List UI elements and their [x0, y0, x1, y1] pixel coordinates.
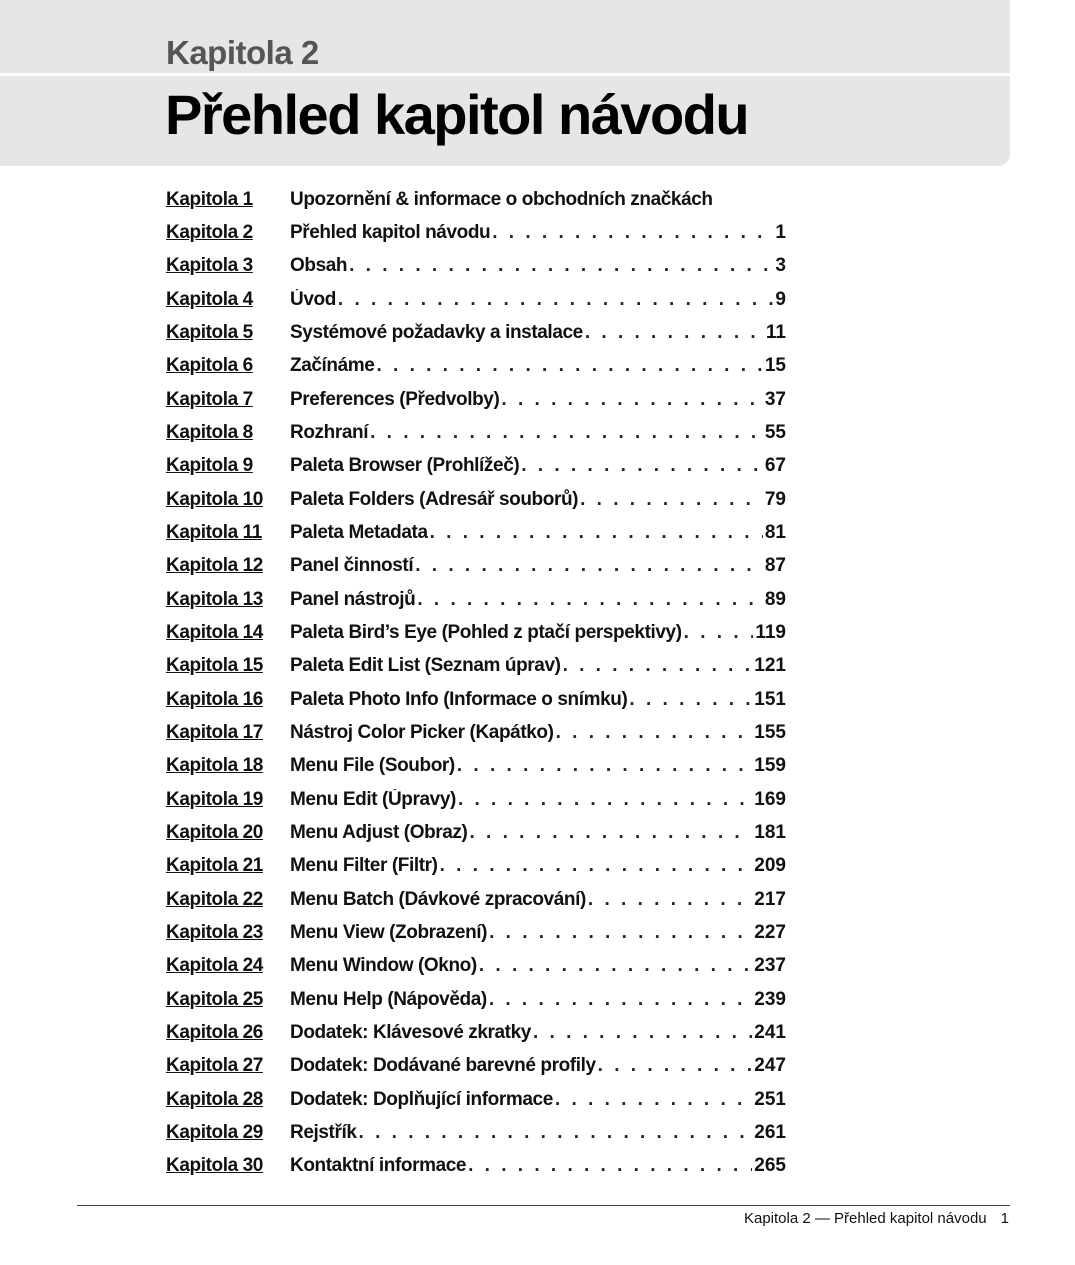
toc-chapter-link[interactable]: Kapitola 10 — [166, 488, 263, 510]
toc-chapter-link[interactable]: Kapitola 30 — [166, 1155, 263, 1177]
toc-entry — [290, 955, 786, 977]
toc-leader-dots — [501, 389, 762, 411]
toc-chapter-link[interactable]: Kapitola 1 — [166, 188, 253, 210]
toc-page-number: 237 — [754, 955, 786, 977]
toc-entry-title: Rejstřík — [290, 1121, 357, 1143]
toc-leader-dots — [580, 489, 763, 511]
toc-page-number: 55 — [764, 421, 786, 443]
toc-row — [166, 383, 786, 416]
toc-chapter-link[interactable]: Kapitola 14 — [166, 621, 263, 643]
toc-entry — [290, 755, 786, 777]
toc-leader-dots — [338, 289, 774, 311]
toc-entry-title: Paleta Folders (Adresář souborů) — [290, 488, 579, 510]
toc-chapter-link[interactable]: Kapitola 18 — [166, 755, 263, 777]
toc-entry — [290, 622, 786, 644]
toc-entry — [290, 589, 786, 611]
toc-chapter-link[interactable]: Kapitola 29 — [166, 1121, 263, 1143]
toc-entry — [290, 922, 786, 944]
toc-entry-title: Začínáme — [290, 355, 375, 377]
footer-rule — [77, 1205, 1010, 1206]
toc-entry — [290, 1022, 786, 1044]
toc-entry-title: Paleta Metadata — [290, 521, 428, 543]
toc-leader-dots — [417, 589, 763, 611]
toc-leader-dots — [489, 989, 752, 1011]
toc-leader-dots — [492, 222, 773, 244]
toc-row — [166, 816, 786, 849]
toc-chapter-link[interactable]: Kapitola 8 — [166, 421, 253, 443]
toc-entry — [290, 355, 786, 377]
toc-entry-title: Menu Filter (Filtr) — [290, 855, 438, 877]
toc-entry-title: Dodatek: Klávesové zkratky — [290, 1021, 531, 1043]
toc-entry — [290, 689, 786, 711]
toc-row — [166, 416, 786, 449]
toc-entry-title: Menu Adjust (Obraz) — [290, 821, 468, 843]
toc-entry — [290, 522, 786, 544]
header-divider — [0, 73, 1010, 76]
toc-row — [166, 283, 786, 316]
toc-entry-title: Úvod — [290, 288, 336, 310]
toc-leader-dots — [430, 522, 763, 544]
toc-entry-title: Paleta Browser (Prohlížeč) — [290, 455, 520, 477]
toc-row — [166, 716, 786, 749]
toc-row — [166, 1150, 786, 1183]
chapter-label: Kapitola 2 — [166, 34, 319, 71]
toc-leader-dots — [533, 1022, 752, 1044]
toc-entry — [290, 855, 786, 877]
toc-chapter-link[interactable]: Kapitola 2 — [166, 221, 253, 243]
toc-page-number: 121 — [754, 655, 786, 677]
toc-entry-title: Menu Batch (Dávkové zpracování) — [290, 888, 586, 910]
toc-entry — [290, 455, 786, 477]
toc-row — [166, 550, 786, 583]
toc-leader-dots — [489, 922, 752, 944]
toc-row — [166, 316, 786, 349]
toc-entry — [290, 322, 786, 344]
toc-leader-dots — [468, 1155, 752, 1177]
toc-leader-dots — [598, 1055, 753, 1077]
toc-page-number: 209 — [754, 855, 786, 877]
toc-page-number: 241 — [754, 1021, 786, 1043]
toc-page-number: 87 — [764, 555, 786, 577]
toc-entry-title: Systémové požadavky a instalace — [290, 321, 583, 343]
toc-row — [166, 983, 786, 1016]
toc-page-number: 239 — [754, 988, 786, 1010]
toc-leader-dots — [457, 755, 752, 777]
toc-entry-title: Preferences (Předvolby) — [290, 388, 500, 410]
toc-entry-title: Menu File (Soubor) — [290, 755, 455, 777]
toc-chapter-link[interactable]: Kapitola 23 — [166, 921, 263, 943]
toc-leader-dots — [440, 855, 753, 877]
toc-page-number: 217 — [754, 888, 786, 910]
toc-chapter-link[interactable]: Kapitola 5 — [166, 321, 253, 343]
toc-leader-dots — [479, 955, 752, 977]
toc-entry-title: Nástroj Color Picker (Kapátko) — [290, 721, 554, 743]
toc-page-number: 227 — [754, 921, 786, 943]
footer-running-title: Kapitola 2 — Přehled kapitol návodu — [743, 1210, 987, 1227]
footer-page-number: 1 — [1000, 1210, 1009, 1227]
table-of-contents — [166, 183, 786, 1183]
toc-page-number: 247 — [754, 1055, 786, 1077]
toc-entry-title: Kontaktní informace — [290, 1155, 467, 1177]
toc-row — [166, 783, 786, 816]
toc-leader-dots — [563, 655, 753, 677]
toc-page-number: 169 — [754, 788, 786, 810]
toc-entry-title: Dodatek: Doplňující informace — [290, 1088, 553, 1110]
toc-row — [166, 250, 786, 283]
toc-page-number: 37 — [764, 388, 786, 410]
toc-page-number: 67 — [764, 455, 786, 477]
toc-entry-title: Paleta Photo Info (Informace o snímku) — [290, 688, 628, 710]
toc-chapter-link[interactable]: Kapitola 6 — [166, 355, 253, 377]
toc-chapter-link[interactable]: Kapitola 28 — [166, 1088, 263, 1110]
toc-chapter-link[interactable]: Kapitola 7 — [166, 388, 253, 410]
toc-leader-dots — [415, 555, 763, 577]
toc-leader-dots — [458, 789, 752, 811]
toc-entry — [290, 189, 786, 211]
toc-row — [166, 1016, 786, 1049]
toc-entry-title: Paleta Edit List (Seznam úprav) — [290, 655, 561, 677]
toc-entry — [290, 1155, 786, 1177]
toc-chapter-link[interactable]: Kapitola 4 — [166, 288, 253, 310]
toc-row — [166, 616, 786, 649]
toc-chapter-link[interactable]: Kapitola 20 — [166, 821, 263, 843]
toc-chapter-link[interactable]: Kapitola 15 — [166, 655, 263, 677]
toc-leader-dots — [359, 1122, 753, 1144]
toc-leader-dots — [370, 422, 763, 444]
footer — [744, 1210, 1009, 1227]
toc-leader-dots — [349, 255, 773, 277]
toc-entry — [290, 789, 786, 811]
toc-leader-dots — [521, 455, 763, 477]
toc-entry-title: Přehled kapitol návodu — [290, 221, 491, 243]
toc-entry-title: Menu Window (Okno) — [290, 955, 477, 977]
toc-page-number: 181 — [754, 821, 786, 843]
toc-entry-title: Panel činností — [290, 555, 414, 577]
toc-row — [166, 350, 786, 383]
toc-page-number: 81 — [764, 521, 786, 543]
toc-entry-title: Panel nástrojů — [290, 588, 416, 610]
toc-entry-title: Paleta Bird’s Eye (Pohled z ptačí perspektivy) — [290, 621, 682, 643]
toc-leader-dots — [588, 889, 752, 911]
toc-row — [166, 1050, 786, 1083]
toc-chapter-link[interactable]: Kapitola 11 — [166, 521, 262, 543]
toc-entry — [290, 1055, 786, 1077]
toc-row — [166, 1116, 786, 1149]
page-title: Přehled kapitol návodu — [165, 83, 749, 146]
toc-chapter-link[interactable]: Kapitola 3 — [166, 255, 253, 277]
toc-page-number: 251 — [754, 1088, 786, 1110]
toc-chapter-link[interactable]: Kapitola 9 — [166, 455, 253, 477]
toc-chapter-link[interactable]: Kapitola 25 — [166, 988, 263, 1010]
toc-entry — [290, 889, 786, 911]
toc-entry — [290, 389, 786, 411]
toc-row — [166, 883, 786, 916]
toc-leader-dots — [684, 622, 754, 644]
toc-row — [166, 950, 786, 983]
toc-entry — [290, 1122, 786, 1144]
toc-row — [166, 450, 786, 483]
toc-entry — [290, 289, 786, 311]
toc-chapter-link[interactable]: Kapitola 24 — [166, 955, 263, 977]
toc-row — [166, 683, 786, 716]
toc-page-number: 89 — [764, 588, 786, 610]
toc-row — [166, 850, 786, 883]
toc-leader-dots — [629, 689, 752, 711]
toc-leader-dots — [469, 822, 752, 844]
toc-chapter-link[interactable]: Kapitola 19 — [166, 788, 263, 810]
toc-entry-title: Menu Help (Nápověda) — [290, 988, 487, 1010]
toc-entry-title: Upozornění & informace o obchodních značkách — [290, 188, 713, 210]
toc-entry-title: Dodatek: Dodávané barevné profily — [290, 1055, 596, 1077]
toc-chapter-link[interactable]: Kapitola 26 — [166, 1021, 263, 1043]
toc-page-number: 155 — [754, 721, 786, 743]
toc-entry — [290, 722, 786, 744]
toc-page-number: 11 — [765, 321, 786, 343]
toc-entry — [290, 489, 786, 511]
toc-entry-title: Menu Edit (Úpravy) — [290, 788, 456, 810]
toc-row — [166, 483, 786, 516]
toc-row — [166, 916, 786, 949]
toc-page-number: 119 — [755, 621, 786, 643]
toc-leader-dots — [556, 722, 753, 744]
toc-leader-dots — [376, 355, 762, 377]
toc-page-number: 151 — [754, 688, 786, 710]
toc-row — [166, 583, 786, 616]
toc-row — [166, 750, 786, 783]
toc-page-number: 1 — [775, 221, 786, 243]
toc-chapter-link[interactable]: Kapitola 16 — [166, 688, 263, 710]
toc-leader-dots — [585, 322, 764, 344]
toc-chapter-link[interactable]: Kapitola 22 — [166, 888, 263, 910]
toc-chapter-link[interactable]: Kapitola 17 — [166, 721, 263, 743]
toc-leader-dots — [555, 1089, 752, 1111]
toc-row — [166, 516, 786, 549]
toc-chapter-link[interactable]: Kapitola 21 — [166, 855, 263, 877]
toc-entry — [290, 222, 786, 244]
toc-page-number: 15 — [764, 355, 786, 377]
toc-page-number: 3 — [775, 255, 786, 277]
toc-entry — [290, 989, 786, 1011]
toc-entry — [290, 555, 786, 577]
toc-entry-title: Rozhraní — [290, 421, 369, 443]
toc-row — [166, 216, 786, 249]
toc-entry — [290, 422, 786, 444]
toc-page-number: 159 — [754, 755, 786, 777]
toc-entry — [290, 822, 786, 844]
toc-page-number: 261 — [754, 1121, 786, 1143]
toc-page-number: 9 — [775, 288, 786, 310]
toc-entry — [290, 255, 786, 277]
toc-row — [166, 650, 786, 683]
toc-chapter-link[interactable]: Kapitola 12 — [166, 555, 263, 577]
toc-row — [166, 183, 786, 216]
toc-page-number: 265 — [754, 1155, 786, 1177]
toc-row — [166, 1083, 786, 1116]
toc-chapter-link[interactable]: Kapitola 13 — [166, 588, 263, 610]
toc-chapter-link[interactable]: Kapitola 27 — [166, 1055, 263, 1077]
toc-entry — [290, 1089, 786, 1111]
toc-entry — [290, 655, 786, 677]
toc-page-number: 79 — [764, 488, 786, 510]
toc-entry-title: Obsah — [290, 255, 348, 277]
toc-entry-title: Menu View (Zobrazení) — [290, 921, 488, 943]
